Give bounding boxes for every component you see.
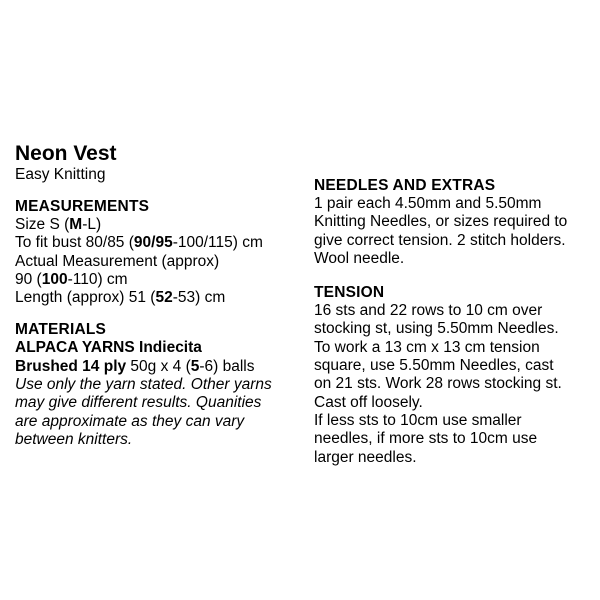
needles-body	[314, 195, 600, 268]
tension-body	[314, 302, 600, 467]
measurements-heading: MEASUREMENTS	[15, 198, 150, 215]
tension-heading: TENSION	[314, 284, 385, 302]
length-line: Length (approx) 51 (52-53) cm	[15, 289, 226, 307]
materials-heading: MATERIALS	[15, 321, 107, 339]
yarn-note-line: Use only the yarn stated. Other yarns	[15, 376, 272, 394]
yarn-note-line: between knitters.	[15, 430, 133, 448]
tension-line: To work a 13 cm x 13 cm tension	[314, 338, 540, 356]
tension-line: stocking st, using 5.50mm Needles.	[314, 320, 559, 338]
yarn-note-line: may give different results. Quanities	[15, 394, 262, 412]
pattern-subtitle: Easy Knitting	[15, 166, 106, 183]
tension-line: larger needles.	[314, 448, 417, 466]
tension-line: square, use 5.50mm Needles, cast	[314, 357, 554, 375]
size-line: Size S (M-L)	[15, 216, 102, 233]
tension-line: on 21 sts. Work 28 rows stocking st.	[314, 375, 562, 393]
yarn-note-line: are approximate as they can vary	[15, 412, 245, 430]
yarn-line-2: Brushed 14 ply 50g x 4 (5-6) balls	[15, 357, 255, 375]
actual-label: Actual Measurement (approx)	[15, 252, 220, 270]
tension-line: If less sts to 10cm use smaller	[314, 411, 522, 429]
right-column	[314, 177, 600, 467]
needles-line: Knitting Needles, or sizes required to	[314, 213, 568, 231]
materials-body	[15, 339, 300, 449]
measurements-body	[15, 216, 300, 307]
tension-line: Cast off loosely.	[314, 393, 423, 411]
needles-line: 1 pair each 4.50mm and 5.50mm	[314, 195, 542, 212]
needles-line: give correct tension. 2 stitch holders.	[314, 231, 566, 249]
actual-line: 90 (100-110) cm	[15, 270, 128, 288]
tension-line: needles, if more sts to 10cm use	[314, 430, 538, 448]
yarn-line-1: ALPACA YARNS Indiecita	[15, 339, 202, 357]
left-column	[15, 142, 300, 449]
needles-line: Wool needle.	[314, 249, 405, 267]
bust-line: To fit bust 80/85 (90/95-100/115) cm	[15, 234, 263, 252]
pattern-title: Neon Vest	[15, 142, 117, 165]
needles-heading: NEEDLES AND EXTRAS	[314, 177, 496, 194]
tension-line: 16 sts and 22 rows to 10 cm over	[314, 302, 543, 320]
